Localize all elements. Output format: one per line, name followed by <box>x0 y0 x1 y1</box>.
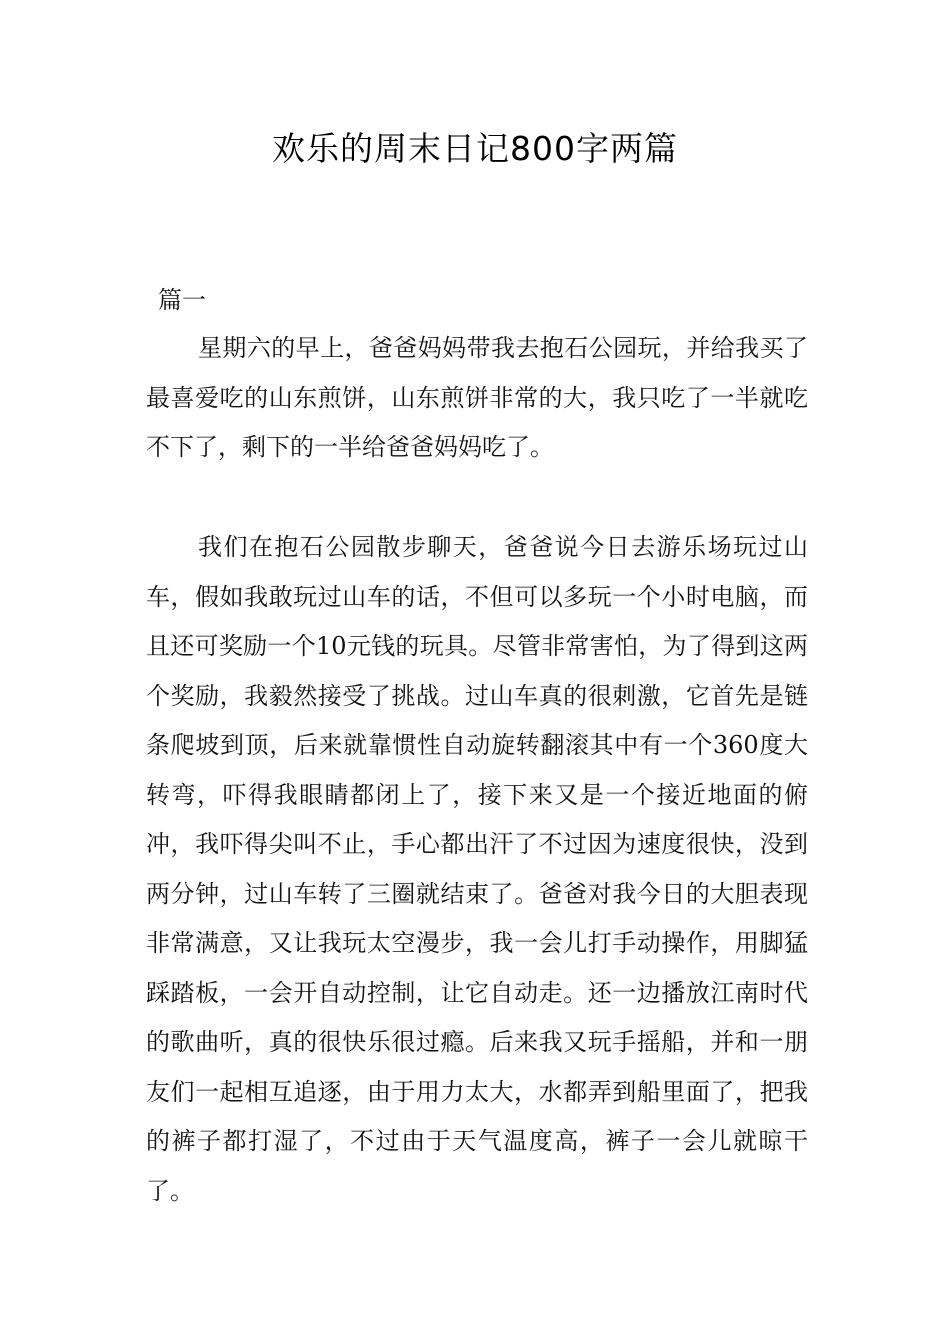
section-label: 篇一 <box>158 286 206 314</box>
paragraph-2: 我们在抱石公园散步聊天，爸爸说今日去游乐场玩过山车，假如我敢玩过山车的话，不但可以多玩一个小时电脑，而且还可奖励一个10元钱的玩具。尽管非常害怕，为了得到这两个奖励，我毅然接受了挑战。过山车真的很刺激，它首先是链条爬坡到顶，后来就靠惯性自动旋转翻滚其中有一个360度大转弯，吓得我眼睛都闭上了，接下来又是一个接近地面的俯冲，我吓得尖叫不止，手心都出汗了不过因为速度很快，没到两分钟，过山车转了三圈就结束了。爸爸对我今日的大胆表现非常满意，又让我玩太空漫步，我一会儿打手动操作，用脚猛踩踏板，一会开自动控制，让它自动走。还一边播放江南时代的歌曲听，真的很快乐很过瘾。后来我又玩手摇船，并和一朋友们一起相互追逐，由于用力太大，水都弄到船里面了，把我的裤子都打湿了，不过由于天气温度高，裤子一会儿就晾干了。 <box>146 533 808 1205</box>
document-title: 欢乐的周末日记800字两篇 <box>272 129 678 168</box>
paragraph-1: 星期六的早上，爸爸妈妈带我去抱石公园玩，并给我买了最喜爱吃的山东煎饼，山东煎饼非常的大，我只吃了一半就吃不下了，剩下的一半给爸爸妈妈吃了。 <box>146 334 808 461</box>
